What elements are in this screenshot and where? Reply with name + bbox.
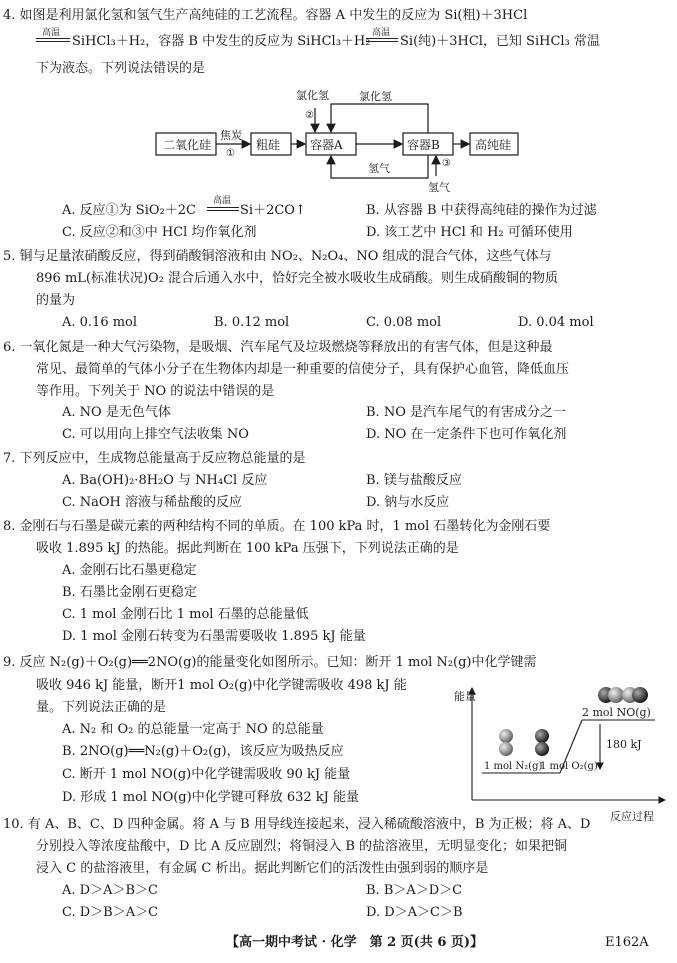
equal-sign-bar: [207, 210, 239, 211]
q5-option-c: C. 0.08 mol: [366, 315, 442, 330]
label-container-b: 容器B: [407, 138, 440, 152]
q10-option-b: B. B＞A＞D＞C: [366, 883, 463, 898]
q9-line1: 9. 反应 N₂(g)＋O₂(g)══2NO(g)的能量变化如图所示。已知：断开 1 mol N₂(g)中化学键需: [3, 655, 537, 670]
q10-line3: 浸入 C 的盐溶液里，有金属 C 析出。据此判断它们的活泼性由强到弱的顺序是: [36, 861, 489, 876]
q4-line3: 下为液态。下列说法错误的是: [36, 61, 206, 76]
q4-option-a-end: Si＋2CO↑: [240, 203, 306, 218]
bottom-level-label: 1 mol N₂(g): [484, 761, 543, 772]
q5-option-b: B. 0.12 mol: [214, 315, 290, 330]
delta-label: 180 kJ: [606, 738, 642, 751]
q6-option-d: D. NO 在一定条件下也可作氧化剂: [366, 427, 567, 442]
label-silicon-dioxide: 二氧化硅: [163, 138, 212, 152]
q7-option-d: D. 钠与水反应: [366, 495, 450, 510]
q9-line2: 吸收 946 kJ 能量，断开1 mol O₂(g)中化学键需吸收 498 kJ 能: [36, 678, 407, 693]
q8-option-a: A. 金刚石比石墨更稳定: [62, 563, 197, 578]
q8-option-c: C. 1 mol 金刚石比 1 mol 石墨的总能量低: [62, 607, 309, 622]
label-hcl-recycle: 氯化氢: [359, 90, 392, 103]
q7-line1: 7. 下列反应中，生成物总能量高于反应物总能量的是: [3, 451, 306, 466]
q10-line1: 10. 有 A、B、C、D 四种金属。将 A 与 B 用导线连接起来，浸入稀硫酸溶液中，B 为正极；将 A、D: [3, 817, 591, 832]
q9-option-b: B. 2NO(g)══N₂(g)＋O₂(g)，该反应为吸热反应: [62, 744, 344, 759]
q5-option-d: D. 0.04 mol: [518, 315, 594, 330]
q4-option-a: A. 反应①为 SiO₂＋2C: [62, 203, 196, 218]
q5-line3: 的量为: [36, 293, 76, 308]
q6-option-b: B. NO 是汽车尾气的有害成分之一: [366, 405, 566, 420]
y-axis-label: 能量: [454, 690, 476, 703]
q6-option-a: A. NO 是无色气体: [62, 405, 171, 420]
q6-line2: 常见、最简单的气体小分子在生物体内却是一种重要的信使分子，具有保护心血管，降低血压: [36, 362, 570, 377]
q4-option-c: C. 反应②和③中 HCl 均作氧化剂: [62, 225, 257, 240]
q4-line2a: SiHCl₃＋H₂，容器 B 中发生的反应为 SiHCl₃＋H₂: [72, 34, 371, 49]
atom-n: [535, 729, 549, 743]
q4-option-a-condition: 高温: [213, 196, 232, 206]
page-footer: 【高一期中考试 · 化学 第 2 页(共 6 页)】: [226, 935, 484, 950]
q10-option-d: D. D＞A＞C＞B: [366, 905, 463, 920]
q9-option-c: C. 断开 1 mol NO(g)中化学键需吸收 90 kJ 能量: [62, 767, 351, 782]
x-axis-label: 反应过程: [610, 810, 654, 823]
q4-option-d: D. 该工艺中 HCl 和 H₂ 可循环使用: [366, 225, 573, 240]
q9-option-d: D. 形成 1 mol NO(g)中化学键可释放 632 kJ 能量: [62, 790, 360, 805]
q4-condition-2: 高温: [372, 28, 391, 38]
top-level-label: 2 mol NO(g): [582, 706, 651, 719]
q8-option-b: B. 石墨比金刚石更稳定: [62, 585, 197, 600]
q4-line1: 4. 如图是利用氯化氢和氢气生产高纯硅的工艺流程。容器 A 中发生的反应为 Si(粗)＋3HCl: [3, 8, 528, 23]
q4-option-b: B. 从容器 B 中获得高纯硅的操作为过滤: [366, 203, 597, 218]
label-step-2: ②: [305, 110, 314, 121]
paper-code: E162A: [605, 935, 649, 950]
atom-o: [499, 729, 513, 743]
q8-line1: 8. 金刚石与石墨是碳元素的两种结构不同的单质。在 100 kPa 时，1 mol 石墨转化为金刚石要: [3, 519, 551, 534]
q5-option-a: A. 0.16 mol: [62, 315, 138, 330]
label-container-a: 容器A: [310, 138, 343, 152]
equal-sign-bar: [36, 38, 70, 39]
energy-diagram: [450, 680, 672, 823]
atom-n: [632, 687, 648, 703]
q8-option-d: D. 1 mol 金刚石转变为石墨需要吸收 1.895 kJ 能量: [62, 629, 366, 644]
label-pure-silicon: 高纯硅: [475, 138, 512, 152]
q6-line1: 6. 一氧化氮是一种大气污染物，是吸烟、汽车尾气及垃圾燃烧等释放出的有害气体，但是这种最: [3, 340, 553, 355]
atom-o: [608, 687, 624, 703]
q5-line1: 5. 铜与足量浓硝酸反应，得到硝酸铜溶液和由 NO₂、N₂O₄、NO 组成的混合气体，这些气体与: [3, 249, 552, 264]
label-hcl-input: 氯化氢: [296, 89, 329, 102]
q10-line2: 分别投入等浓度盐酸中，D 比 A 反应剧烈；将铜浸入 B 的盐溶液里，无明显变化；如果把铜: [36, 839, 568, 854]
q4-line2b: Si(纯)＋3HCl，已知 SiHCl₃ 常温: [400, 34, 600, 49]
atom-o: [499, 742, 513, 756]
equal-sign-bar: [207, 207, 239, 208]
q9-line3: 量。下列说法正确的是: [36, 700, 167, 715]
q10-option-a: A. D＞A＞B＞C: [62, 883, 158, 898]
label-h2-recycle: 氢气: [368, 162, 390, 175]
q7-option-a: A. Ba(OH)₂·8H₂O 与 NH₄Cl 反应: [62, 473, 268, 488]
equal-sign-bar: [36, 41, 70, 42]
process-flow-diagram: [150, 86, 520, 196]
label-step-3: ③: [442, 158, 451, 169]
q4-condition-1: 高温: [42, 28, 61, 38]
atom-n: [535, 742, 549, 756]
label-crude-silicon: 粗硅: [256, 138, 281, 152]
q8-line2: 吸收 1.895 kJ 的热能。据此判断在 100 kPa 压强下，下列说法正确的是: [36, 541, 459, 556]
label-step-1: ①: [226, 148, 235, 159]
q6-line3: 等作用。下列关于 NO 的说法中错误的是: [36, 384, 275, 399]
q7-option-b: B. 镁与盐酸反应: [366, 473, 462, 488]
q7-option-c: C. NaOH 溶液与稀盐酸的反应: [62, 495, 243, 510]
hcl-recycle-line: [331, 104, 428, 133]
equal-sign-bar: [366, 41, 398, 42]
label-coke: 焦炭: [220, 129, 242, 142]
q5-line2: 896 mL(标准状况)O₂ 混合后通入水中，恰好完全被水吸收生成硝酸。则生成硝酸铜的物质: [36, 271, 559, 286]
q6-option-c: C. 可以用向上排空气法收集 NO: [62, 427, 249, 442]
label-h2-input: 氢气: [428, 181, 450, 194]
bottom-level-label-2: 1 mol O₂(g): [540, 761, 598, 772]
q9-option-a: A. N₂ 和 O₂ 的总能量一定高于 NO 的总能量: [62, 722, 324, 737]
q10-option-c: C. D＞B＞A＞C: [62, 905, 159, 920]
equal-sign-bar: [366, 38, 398, 39]
